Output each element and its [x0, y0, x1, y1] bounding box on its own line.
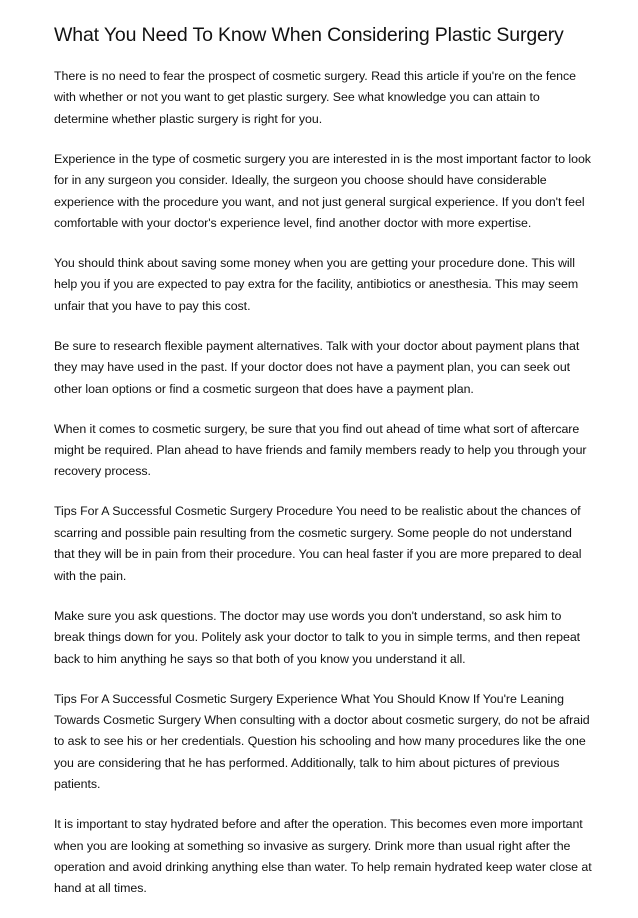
paragraph-2: Experience in the type of cosmetic surgery you are interested in is the most important factor to look for in any surgeon you consider. Ideally, the surgeon you choose should have considerable experience with the procedure you want, and not just general surgical experience. If you don't feel comfortable with your doctor's experience level, find another doctor with more expertise. [54, 151, 591, 231]
paragraph-6: Tips For A Successful Cosmetic Surgery Procedure You need to be realistic about the chances of scarring and possible pain resulting from the cosmetic surgery. Some people do not understand that they will be in pain from their procedure. You can heal faster if you are more prepared to deal with the pain. [54, 504, 582, 583]
paragraph-5: When it comes to cosmetic surgery, be sure that you find out ahead of time what sort of aftercare might be required. Plan ahead to have friends and family members ready to help you through your recovery process. [54, 421, 587, 479]
document-title: What You Need To Know When Considering Plastic Surgery [54, 24, 564, 46]
paragraph-8: Tips For A Successful Cosmetic Surgery Experience What You Should Know If You're Leaning Towards Cosmetic Surgery When consulting with a doctor about cosmetic surgery, do not be afraid to ask to see his or her credentials. Question his schooling and how many procedures like the one you are considering that he has performed. Additionally, talk to him about pictures of previous patients. [54, 691, 590, 792]
paragraph-3: You should think about saving some money when you are getting your procedure done. This will help you if you are expected to pay extra for the facility, antibiotics or anesthesia. This may seem unfair that you have to pay this cost. [54, 256, 579, 313]
paragraph-1: There is no need to fear the prospect of cosmetic surgery. Read this article if you're on the fence with whether or not you want to get plastic surgery. See what knowledge you can attain to determine whether plastic surgery is right for you. [54, 69, 576, 126]
paragraph-4: Be sure to research flexible payment alternatives. Talk with your doctor about payment plans that they may have used in the past. If your doctor does not have a payment plan, you can seek out other loan options or find a cosmetic surgeon that does have a payment plan. [54, 338, 580, 396]
document-page [54, 22, 592, 918]
paragraph-7: Make sure you ask questions. The doctor may use words you don't understand, so ask him to break things down for you. Politely ask your doctor to talk to you in simple terms, and then repeat back to him anything he says so that both of you know you understand it all. [54, 608, 581, 666]
paragraph-9: It is important to stay hydrated before and after the operation. This becomes even more important when you are looking at something so invasive as surgery. Drink more than usual right after the operation and avoid drinking anything else than water. To help remain hydrated keep water close at hand at all times. [54, 817, 592, 896]
